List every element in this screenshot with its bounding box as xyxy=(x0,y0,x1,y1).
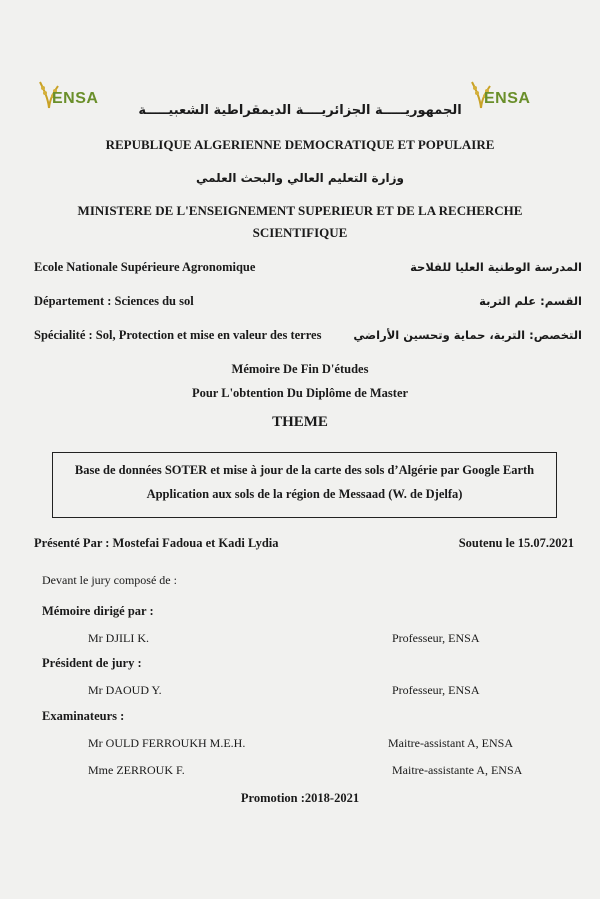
president-label: Président de jury : xyxy=(42,656,142,670)
theme-title-line1: Base de données SOTER et mise à jour de la carte des sols d’Algérie par Google Earth xyxy=(74,463,535,477)
speciality-fr: Spécialité : Sol, Protection et mise en valeur des terres xyxy=(34,328,322,342)
examiner-title: Maitre-assistant A, ENSA xyxy=(388,736,513,750)
header-arabic-republic: الجمهوريـــــة الجزائريــــة الديمقراطية الشعبيـــــة xyxy=(138,103,462,118)
header-french-republic: REPUBLIQUE ALGERIENNE DEMOCRATIQUE ET POPULAIRE xyxy=(105,137,495,152)
department-ar: القسم: علم التربة xyxy=(479,294,582,308)
theme-title-line2: Application aux sols de la région de Messaad (W. de Djelfa) xyxy=(146,487,463,501)
school-name-fr: Ecole Nationale Supérieure Agronomique xyxy=(34,260,256,274)
header-french-ministry-line2: SCIENTIFIQUE xyxy=(252,225,348,240)
school-name-ar: المدرسة الوطنية العليا للفلاحة xyxy=(410,260,582,274)
ensa-logo-text: ENSA xyxy=(484,90,531,107)
president-title: Professeur, ENSA xyxy=(392,683,480,697)
theme-box xyxy=(52,452,557,518)
president-name: Mr DAOUD Y. xyxy=(88,683,162,697)
memoire-line1: Mémoire De Fin D'études xyxy=(231,362,369,376)
examiner-name: Mr OULD FERROUKH M.E.H. xyxy=(88,736,246,750)
examiner-title: Maitre-assistante A, ENSA xyxy=(392,763,523,777)
theme-heading: THEME xyxy=(272,414,328,430)
presented-by: Présenté Par : Mostefai Fadoua et Kadi Lydia xyxy=(34,536,279,550)
supervisor-name: Mr DJILI K. xyxy=(88,631,149,645)
defense-date: Soutenu le 15.07.2021 xyxy=(458,536,574,550)
header-french-ministry-line1: MINISTERE DE L'ENSEIGNEMENT SUPERIEUR ET DE LA RECHERCHE xyxy=(77,203,523,218)
department-fr: Département : Sciences du sol xyxy=(34,294,194,308)
jury-intro: Devant le jury composé de : xyxy=(42,573,177,587)
speciality-ar: التخصص: التربة، حماية وتحسين الأراضي xyxy=(353,328,582,342)
promotion: Promotion :2018-2021 xyxy=(240,791,360,805)
ensa-logo-text: ENSA xyxy=(52,90,99,107)
examiners-label: Examinateurs : xyxy=(42,709,125,723)
examiner-name: Mme ZERROUK F. xyxy=(88,763,185,777)
supervisor-label: Mémoire dirigé par : xyxy=(42,604,154,618)
supervisor-title: Professeur, ENSA xyxy=(392,631,480,645)
header-arabic-ministry: وزارة التعليم العالي والبحث العلمي xyxy=(195,171,405,185)
memoire-line2: Pour L'obtention Du Diplôme de Master xyxy=(191,386,409,400)
